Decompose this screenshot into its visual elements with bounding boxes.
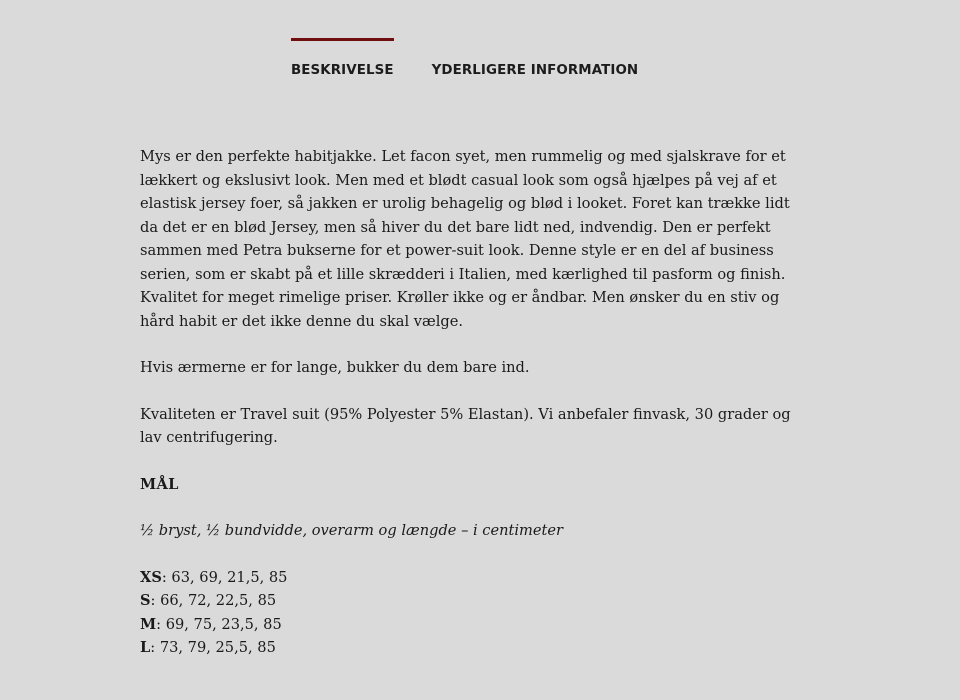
size-list — [140, 566, 808, 660]
size-values: : 69, 75, 23,5, 85 — [156, 615, 282, 633]
material-paragraph: Kvaliteten er Travel suit (95% Polyester 5% Elastan). Vi anbefaler finvask, 30 grader og lav centrifugering. — [140, 405, 791, 446]
size-row-xs — [140, 566, 808, 590]
size-label: M — [140, 615, 157, 633]
size-values: : 73, 79, 25,5, 85 — [150, 639, 276, 656]
size-values: : 63, 69, 21,5, 85 — [161, 568, 288, 586]
tab-label: BESKRIVELSE — [291, 63, 394, 78]
size-row-l — [140, 636, 808, 660]
tab-label: YDERLIGERE INFORMATION — [431, 63, 639, 78]
size-label: S — [140, 592, 151, 609]
size-values: : 66, 72, 22,5, 85 — [150, 592, 277, 609]
sleeve-note-paragraph: Hvis ærmerne er for lange, bukker du dem bare ind. — [140, 359, 530, 376]
description-paragraph: Mys er den perfekte habitjakke. Let facon syet, men rummelig og med sjalskrave for et lækkert og ekslusivt look. Men med et blødt casual look som også hjælpes på vej af et elastisk jersey foer, så jakken er urolig behagelig og blød i looket. Foret kan trække lidt da det er en blød Jersey, men så hiver du det bare lidt ned, indvendig. Den er perfekt sammen med Petra bukserne for et power-suit look. Denne style er en del af business serien, som er skabt på et lille skrædderi i Italien, med kærlighed til pasform og finish. Kvalitet for meget rimelige priser. Krøller ikke og er åndbar. Men ønsker du en stiv og hård habit er det ikke denne du skal vælge. — [140, 148, 790, 330]
description-panel — [140, 145, 808, 660]
product-tabs — [291, 38, 638, 88]
measurements-caption: ½ bryst, ½ bundvidde, overarm og længde – i centimeter — [140, 522, 563, 539]
tab-yderligere-information[interactable] — [432, 38, 639, 78]
size-label: L — [140, 639, 151, 656]
size-label: XS — [140, 568, 162, 586]
size-row-m — [140, 613, 808, 637]
tab-beskrivelse[interactable] — [291, 38, 394, 78]
size-row-s — [140, 589, 808, 613]
measurements-heading: MÅL — [140, 475, 179, 493]
